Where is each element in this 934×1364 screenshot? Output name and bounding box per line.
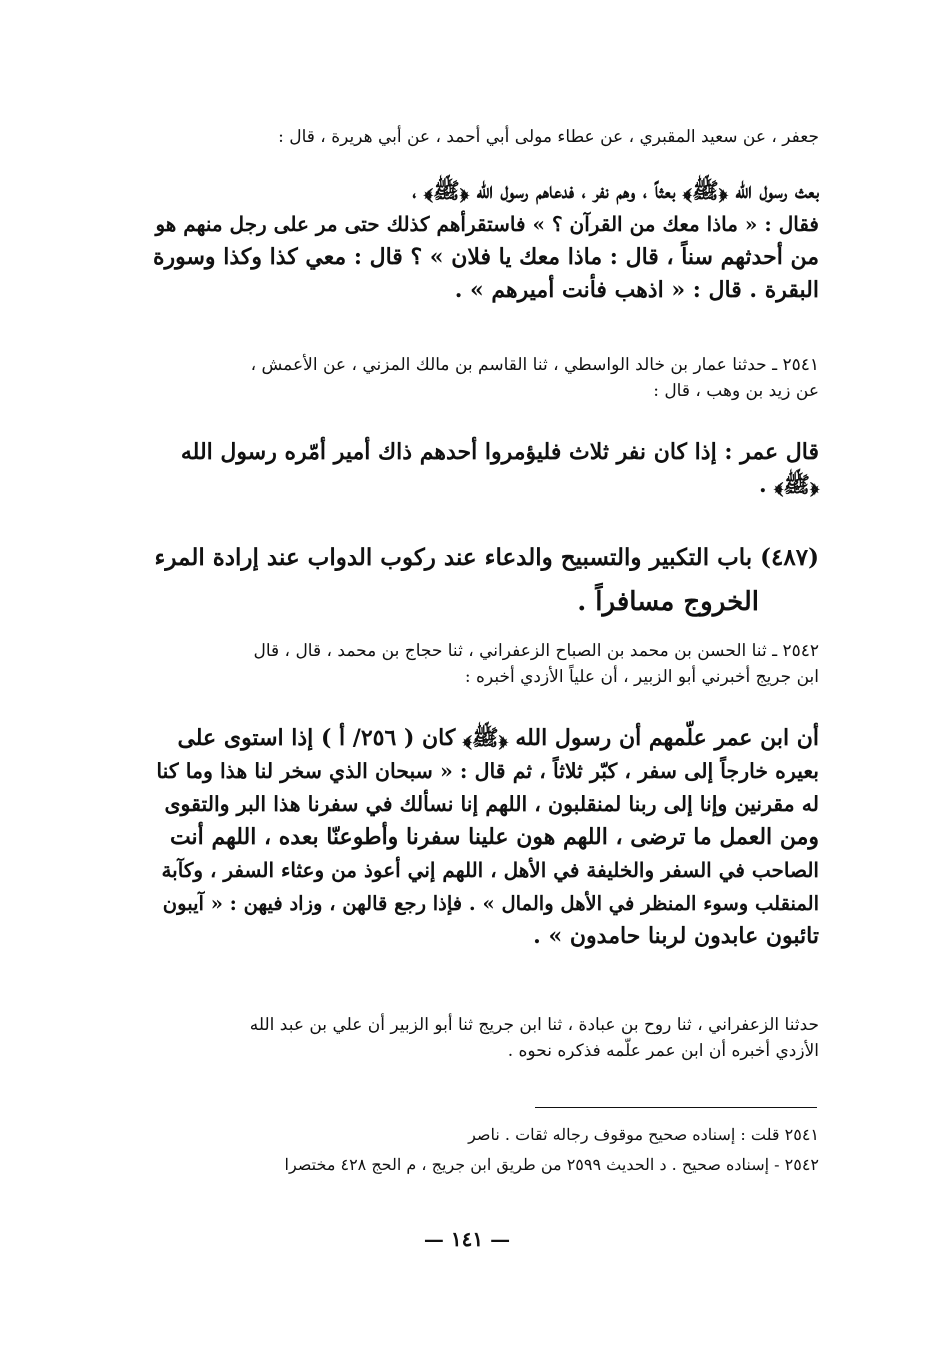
heading-line: (٤٨٧) باب التكبير والتسبيح والدعاء عند ركوب الدواب عند إرادة المرء xyxy=(154,544,819,571)
text-line: له مقرنين وإنا إلى ربنا لمنقلبون ، اللهم إنا نسألك في سفرنا هذا البر والتقوى xyxy=(164,792,819,816)
chain-line: حدثنا الزعفراني ، ثنا روح بن عبادة ، ثنا ابن جريج ثنا أبو الزبير أن علي بن عبد الله xyxy=(249,1015,819,1035)
text-line: تائبون عابدون لربنا حامدون » . xyxy=(533,923,819,949)
isnad-2541 xyxy=(155,352,819,404)
footnote-divider xyxy=(535,1107,817,1108)
footnote-line: ٢٥٤٢ - إسناده صحيح . د الحديث ٢٥٩٩ من طريق ابن جريج ، م الحج ٤٢٨ مختصرا xyxy=(284,1155,819,1174)
text-line: بعث رسول الله ﴿ﷺ﴾ بعثاً ، وهم نفر ، فدعاهم رسول الله ﴿ﷺ﴾ ، xyxy=(412,178,819,204)
alt-chain xyxy=(155,1012,819,1064)
text-line: ﴿ﷺ﴾ . xyxy=(759,472,819,498)
page-number: — ١٤١ — xyxy=(423,1227,511,1251)
text-line: بعيره خارجاً إلى سفر ، كبّر ثلاثاً ، ثم قال : « سبحان الذي سخر لنا هذا وما كنا xyxy=(156,759,819,783)
text-line: أن ابن عمر علّمهم أن رسول الله ﴿ﷺ﴾ كان ( ٢٥٦/ أ ) إذا استوى على xyxy=(177,725,819,751)
isnad-line: ابن جريج أخبرني أبو الزبير ، أن علياً الأزدي أخبره : xyxy=(464,667,819,687)
text-2542 xyxy=(155,722,819,953)
text-line: البقرة . قال : « اذهب فأنت أميرهم » . xyxy=(454,277,819,303)
intro-line xyxy=(155,124,819,150)
text-line: ومن العمل ما ترضى ، اللهم هون علينا سفرنا وأطوعنّا بعده ، اللهم أنت xyxy=(169,824,819,850)
hadith-2540-text xyxy=(150,175,819,307)
text-line: فقال : « ماذا معك من القرآن ؟ » فاستقرأهم كذلك حتى مر على رجل منهم هو xyxy=(155,212,819,236)
chapter-heading xyxy=(155,535,819,625)
text-line: المنقلب وسوء المنظر في الأهل والمال » . فإذا رجع قالهن ، وزاد فيهن : « آيبون xyxy=(162,892,819,915)
chain-line: الأزدي أخبره أن ابن عمر علّمه فذكره نحوه . xyxy=(507,1041,819,1061)
footnote-line: ٢٥٤١ قلت : إسناده صحيح موقوف رجاله ثقات . ناصر xyxy=(468,1125,819,1144)
isnad-line: ٢٥٤١ ـ حدثنا عمار بن خالد الواسطي ، ثنا القاسم بن مالك المزني ، عن الأعمش ، xyxy=(250,355,819,375)
isnad-2542 xyxy=(155,638,819,690)
text-line: من أحدثهم سناً ، قال : ماذا معك يا فلان » ؟ قال : معي كذا وكذا وسورة xyxy=(152,244,819,270)
isnad-line: عن زيد بن وهب ، قال : xyxy=(653,381,819,401)
text-2541 xyxy=(155,436,819,502)
intro-text: جعفر ، عن سعيد المقبري ، عن عطاء مولى أبي أحمد ، عن أبي هريرة ، قال : xyxy=(278,127,819,147)
isnad-line: ٢٥٤٢ ـ ثنا الحسن بن محمد بن الصباح الزعفراني ، ثنا حجاج بن محمد ، قال ، قال xyxy=(253,641,819,661)
text-line: قال عمر : إذا كان نفر ثلاث فليؤمروا أحدهم ذاك أمير أمّره رسول الله xyxy=(180,439,819,465)
heading-line: الخروج مسافراً . xyxy=(577,587,759,617)
footnotes xyxy=(155,1120,819,1180)
text-line: الصاحب في السفر والخليفة في الأهل ، اللهم إني أعوذ من وعثاء السفر ، وكآبة xyxy=(161,858,819,882)
